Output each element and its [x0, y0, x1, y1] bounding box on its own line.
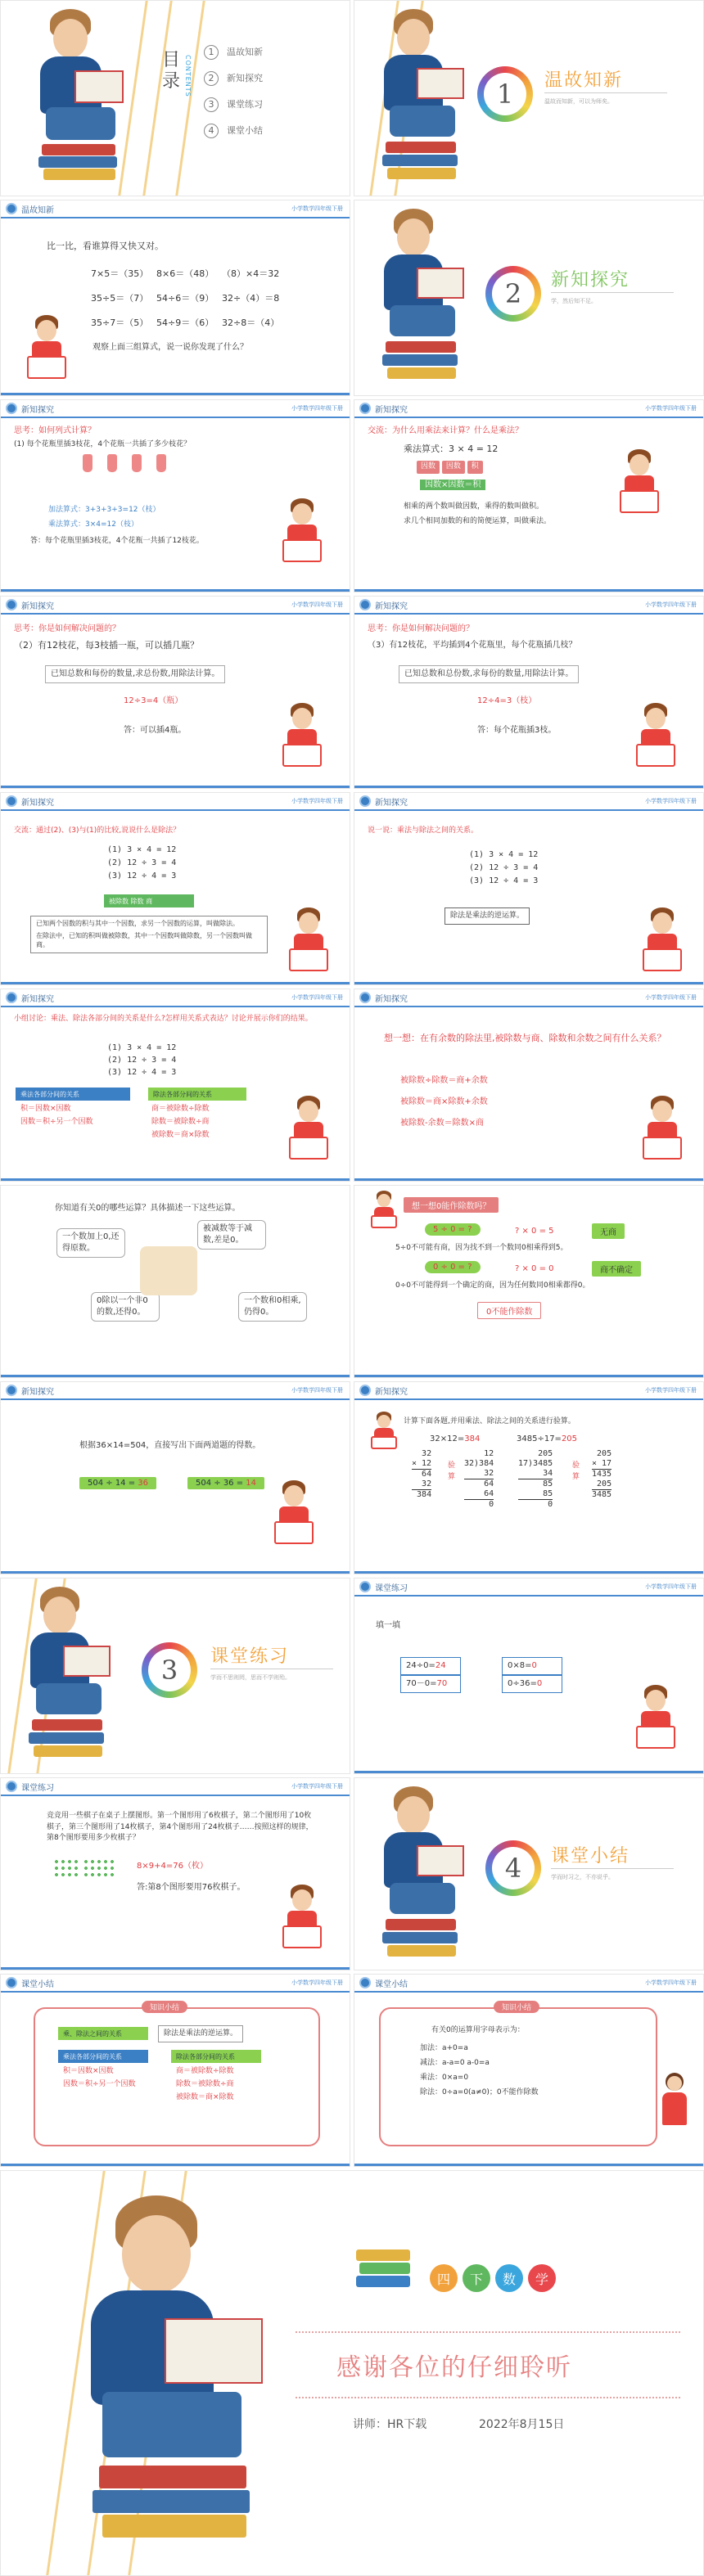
answer-pill: 504 ÷ 36 = 14 — [187, 1477, 264, 1489]
equation: （8）×4＝32 — [222, 268, 280, 279]
vase-icon — [132, 454, 142, 472]
toc-item-3[interactable]: 3 课堂练习 — [204, 97, 263, 112]
logo-icon — [6, 1781, 17, 1792]
exchange-label: 交流：通过(2)、(3)与(1)的比较,说说什么是除法？ — [14, 826, 181, 835]
solution-equation: 12÷3=4（瓶） — [124, 696, 183, 705]
section-number-ring: 2 — [485, 266, 541, 322]
relation-box: 除法是乘法的逆运算。 — [158, 2025, 243, 2042]
relation-title: 乘、除法之间的关系 — [58, 2027, 148, 2040]
multiplication-equation: 乘法算式：3 × 4 = 12 — [404, 444, 499, 454]
slide-header: 新知探究 小学数学四年级下册 — [1, 400, 350, 418]
question-text: 计算下面各题,并用乘法、除法之间的关系进行验算。 — [404, 1417, 575, 1425]
section-title: 课堂小结 — [551, 1846, 630, 1867]
equation: 35÷5＝（7） — [91, 293, 149, 304]
group-discussion: 小组讨论：乘法、除法各部分间的关系是什么?怎样用关系式表达？讨论并展示你们的结果。 — [14, 1015, 313, 1023]
relation: 除数＝被除数÷商 — [151, 1118, 210, 1126]
summary-heading: 有关0的运算用字母表示为： — [431, 2026, 525, 2034]
books-icon — [356, 2249, 413, 2295]
factor-labels: 因数 因数 积 — [417, 461, 483, 474]
result-tag: 无商 — [592, 1223, 625, 1239]
exchange-label: 交流：为什么用乘法来计算？什么是乘法？ — [368, 426, 523, 435]
children-illustration — [140, 1246, 197, 1295]
slide-explore-11 — [0, 1381, 350, 1574]
summary-tag: 知识小结 — [494, 2001, 539, 2013]
zero-equation: 5 ÷ 0 = ? — [425, 1223, 481, 1236]
kid-reading-illustration — [639, 907, 684, 977]
date-label: 2022年8月15日 — [479, 2418, 565, 2431]
answer-pill: 504 ÷ 14 = 36 — [79, 1477, 156, 1489]
slide-explore-5 — [0, 792, 350, 985]
vertical-calc: 205 17)3485 34 85 85 0 — [518, 1449, 553, 1509]
section-subtitle: 温故而知新，可以为师矣。 — [544, 98, 613, 105]
logo-icon — [359, 1385, 371, 1396]
zero-rule-bubble: 0除以一个非0的数,还得0。 — [91, 1292, 160, 1322]
info-box: 已知总数和每份的数量,求总份数,用除法计算。 — [45, 665, 225, 683]
kid-reading-illustration — [639, 1096, 684, 1165]
kid-reading-illustration — [279, 1885, 324, 1954]
speaker-label: 讲师：HR下载 — [353, 2418, 427, 2431]
vase-icon — [83, 454, 93, 472]
zero-rule: 乘法：0×a=0 — [420, 2074, 469, 2082]
toc-item-2[interactable]: 2 新知探究 — [204, 71, 263, 86]
summary-tag: 知识小结 — [142, 2001, 187, 2013]
kid-reading-illustration — [286, 1096, 331, 1165]
logo-icon — [6, 795, 17, 807]
kid-reading-illustration — [369, 1412, 399, 1452]
slide-header: 温故知新 小学数学四年级下册 — [1, 200, 350, 218]
equation: 32÷（4）＝8 — [222, 293, 280, 304]
slide-header: 课堂练习 小学数学四年级下册 — [1, 1778, 350, 1796]
definition-2: 求几个相同加数的和的简便运算，叫做乘法。 — [404, 517, 552, 525]
slide-practice-1 — [354, 1578, 704, 1774]
equation: 8×6＝（48） — [156, 268, 214, 279]
question-text: 你知道有关0的哪些运算？具体描述一下这些运算。 — [55, 1204, 241, 1213]
relation: 商＝被除数÷除数 — [176, 2067, 234, 2075]
think-label: 思考：如何列式计算？ — [14, 426, 96, 435]
think-label: 思考：你是如何解决问题的？ — [368, 624, 474, 633]
section-number-ring: 4 — [485, 1840, 541, 1896]
vase-icon — [156, 454, 166, 472]
logo-icon — [359, 1977, 371, 1988]
prompt-text: 比一比，看谁算得又快又对。 — [47, 241, 164, 251]
multiplication-relation-title: 乘法各部分间的关系 — [16, 1088, 130, 1101]
division-relation-title: 除法各部分间的关系 — [148, 1088, 246, 1101]
section-subtitle: 学而时习之，不亦说乎。 — [551, 1874, 614, 1880]
zero-rule: 加法：a+0=a — [420, 2044, 468, 2052]
slide-header: 课堂小结 小学数学四年级下册 — [354, 1975, 703, 1993]
relation: 除数＝被除数÷商 — [176, 2080, 234, 2088]
discuss-label: 说一说：乘法与除法之间的关系。 — [368, 826, 479, 835]
slide-thanks — [0, 2170, 704, 2576]
badge-char: 数 — [495, 2264, 523, 2292]
logo-icon — [6, 203, 17, 214]
toc-item-4[interactable]: 4 课堂小结 — [204, 124, 263, 138]
equation: 54÷6＝（9） — [156, 293, 214, 304]
slide-header: 新知探究 小学数学四年级下册 — [354, 989, 703, 1007]
result-tag: 商不确定 — [592, 1261, 641, 1277]
explanation: 5÷0不可能有商，因为找不到一个数同0相乘得到5。 — [395, 1244, 568, 1252]
vase-icon — [107, 454, 117, 472]
term-bar: 被除数 除数 商 — [104, 894, 194, 907]
question-text: (1) 每个花瓶里插3枝花，4个花瓶一共插了多少枝花？ — [14, 440, 192, 448]
section-title: 新知探究 — [551, 270, 630, 290]
equation-stack: (1) 3 × 4 = 12 (2) 12 ÷ 3 = 4 (3) 12 ÷ 4 = 3 — [469, 850, 539, 885]
remainder-relation: 被除数＝商×除数+余数 — [400, 1097, 488, 1106]
kid-reading-illustration — [279, 498, 324, 568]
slide-explore-7 — [0, 989, 350, 1182]
zero-check: ? × 0 = 0 — [515, 1264, 554, 1273]
vertical-calc: 205 × 17 1435 205 3485 — [592, 1449, 612, 1499]
boy-reading-illustration — [50, 2195, 296, 2572]
solution-equation: 12÷4=3（枝） — [477, 696, 537, 705]
section-title: 课堂练习 — [210, 1646, 290, 1667]
slide-header: 新知探究 小学数学四年级下册 — [1, 793, 350, 811]
section-number-ring: 1 — [477, 66, 533, 122]
chess-pattern-icon — [53, 1858, 78, 1878]
toc-subtitle: CONTENTS — [184, 55, 192, 97]
multiplication-equation: 乘法算式：3×4=12（枝） — [48, 520, 138, 529]
think-label: 思考：你是如何解决问题的？ — [14, 624, 120, 633]
kid-reading-illustration — [271, 1480, 316, 1550]
equation: 35÷7＝（5） — [91, 317, 149, 328]
explanation: 0÷0不可能得到一个确定的商，因为任何数同0相乘都得0。 — [395, 1281, 590, 1290]
answer-text: 答：可以插4瓶。 — [124, 726, 187, 735]
slide-practice-2 — [0, 1777, 350, 1970]
logo-icon — [359, 599, 371, 610]
slide-section-3 — [0, 1578, 350, 1774]
relation: 商＝被除数÷除数 — [151, 1105, 210, 1113]
equation: 32×12=384 — [430, 1434, 481, 1443]
relation: 积＝因数×因数 — [20, 1105, 71, 1113]
prompt-text: 填一填 — [376, 1621, 400, 1630]
definition-box: 已知两个因数的积与其中一个因数，求另一个因数的运算，叫做除法。 在除法中，已知的积叫做被除数，其中一个因数叫做除数，另一个因数叫做商。 — [30, 916, 268, 953]
logo-icon — [6, 403, 17, 414]
section-subtitle: 学而不思则罔，思而不学则殆。 — [210, 1674, 291, 1681]
relation: 因数＝积÷另一个因数 — [63, 2080, 136, 2088]
kid-reading-illustration — [369, 1191, 399, 1232]
question-text: （3）有12枝花，平均插到4个花瓶里，每个花瓶插几枝？ — [368, 641, 577, 650]
equation: 3485÷17=205 — [517, 1434, 578, 1443]
solution-equation: 8×9+4=76（枚） — [137, 1862, 208, 1871]
info-box: 已知总数和总份数,求每份的数量,用除法计算。 — [399, 665, 579, 683]
logo-icon — [359, 992, 371, 1003]
section-number-ring: 3 — [142, 1642, 197, 1698]
kid-reading-illustration — [616, 449, 661, 519]
check-label: 验算 — [572, 1461, 580, 1481]
section-subtitle: 学，然后知不足。 — [551, 298, 597, 304]
multiplication-relation-title: 乘法各部分间的关系 — [58, 2050, 148, 2063]
logo-icon — [6, 1385, 17, 1396]
relation: 被除数＝商×除数 — [151, 1131, 210, 1139]
logo-icon — [359, 795, 371, 807]
toc-item-1[interactable]: 1 温故知新 — [204, 45, 263, 60]
question-text: 竞竞用一些棋子在桌子上摆图形。第一个图形用了6枚棋子，第二个图形用了10枚棋子，第三个图形用了14枚棋子，第4个图形用了24枚棋子……按照这样的规律，第8个图形要用多少枚棋子？ — [47, 1812, 314, 1842]
slide-section-1 — [354, 0, 704, 196]
slide-explore-1 — [0, 399, 350, 592]
question-text: 观察上面三组算式，说一说你发现了什么？ — [93, 343, 248, 352]
zero-rule-bubble: 被减数等于减数,差是0。 — [197, 1220, 266, 1250]
zero-equation: 0 ÷ 0 = ? — [425, 1261, 481, 1273]
relation: 被除数＝商×除数 — [176, 2093, 234, 2101]
chess-pattern-icon — [83, 1858, 115, 1878]
kid-reading-illustration — [279, 703, 324, 772]
slide-explore-6 — [354, 792, 704, 985]
equation-stack: (1) 3 × 4 = 12 (2) 12 ÷ 3 = 4 (3) 12 ÷ 4 = 3 — [107, 845, 177, 880]
slide-review — [0, 200, 350, 396]
fill-blank[interactable]: 24÷0=24 — [400, 1657, 461, 1675]
thanks-title: 感谢各位的仔细聆听 — [336, 2353, 572, 2382]
slide-summary-1 — [0, 1974, 350, 2167]
slide-section-2 — [354, 200, 704, 396]
slide-header: 新知探究 小学数学四年级下册 — [354, 400, 703, 418]
slide-toc — [0, 0, 350, 196]
logo-icon — [6, 599, 17, 610]
vertical-calc: 12 32)384 32 64 64 0 — [464, 1449, 494, 1509]
slide-explore-3 — [0, 596, 350, 789]
slide-section-4 — [354, 1777, 704, 1970]
zero-rule: 减法：a-a=0 a-0=a — [420, 2059, 490, 2067]
logo-icon — [6, 1977, 17, 1988]
equation: 32÷8＝（4） — [222, 317, 280, 328]
definition-1: 相乘的两个数叫做因数，乘得的数叫做积。 — [404, 502, 544, 511]
slide-header: 课堂练习 小学数学四年级下册 — [354, 1578, 703, 1596]
fill-blank[interactable]: 0×8=0 — [502, 1657, 562, 1675]
boy-reading-illustration — [363, 209, 477, 393]
slide-header: 新知探究 小学数学四年级下册 — [1, 1382, 350, 1400]
zero-rule: 除法：0÷a=0(a≠0)；0不能作除数 — [420, 2088, 539, 2096]
slide-header: 课堂小结 小学数学四年级下册 — [1, 1975, 350, 1993]
vertical-calc: 32 × 12 64 32 384 — [412, 1449, 432, 1499]
addition-equation: 加法算式：3+3+3+3=12（枝） — [48, 506, 160, 514]
relation: 因数＝积÷另一个因数 — [20, 1118, 93, 1126]
boy-reading-illustration — [17, 9, 140, 193]
boy-reading-illustration — [363, 9, 477, 193]
slide-header: 新知探究 小学数学四年级下册 — [1, 989, 350, 1007]
logo-icon — [359, 1581, 371, 1592]
slide-header: 新知探究 小学数学四年级下册 — [1, 597, 350, 615]
kid-reading-illustration — [633, 703, 678, 772]
badge-char: 四 — [430, 2264, 458, 2292]
slide-explore-8 — [354, 989, 704, 1182]
badge-char: 学 — [528, 2264, 556, 2292]
zero-rule-bubble: 一个数加上0,还得原数。 — [56, 1228, 125, 1258]
kid-reading-illustration — [24, 315, 69, 385]
equation-stack: (1) 3 × 4 = 12 (2) 12 ÷ 3 = 4 (3) 12 ÷ 4 = 3 — [107, 1043, 177, 1077]
fill-blank[interactable]: 70－0=70 — [400, 1675, 461, 1693]
zero-rule-bubble: 一个数和0相乘,仍得0。 — [238, 1292, 307, 1322]
question-text: （2）有12枝花，每3枝插一瓶，可以插几瓶？ — [14, 640, 199, 651]
remainder-relation: 被除数-余数＝除数×商 — [400, 1119, 484, 1128]
toc-title: 目 录 — [162, 50, 181, 92]
kid-reading-illustration — [286, 907, 331, 977]
slide-header: 新知探究 小学数学四年级下册 — [354, 793, 703, 811]
question-text: 根据36×14=504，直接写出下面两道题的得数。 — [79, 1441, 261, 1450]
kid-reading-illustration — [633, 1685, 678, 1754]
slide-summary-2 — [354, 1974, 704, 2167]
slide-header: 新知探究 小学数学四年级下册 — [354, 597, 703, 615]
think-question: 想一想：在有余数的除法里,被除数与商、除数和余数之间有什么关系？ — [384, 1033, 666, 1043]
logo-icon — [359, 403, 371, 414]
logo-icon — [6, 992, 17, 1003]
slide-explore-2 — [354, 399, 704, 592]
answer-text: 答:第8个图形要用76枚棋子。 — [137, 1883, 246, 1892]
division-relation-title: 除法各部分间的关系 — [171, 2050, 261, 2063]
slide-explore-9 — [0, 1185, 350, 1378]
equation: 54÷9＝（6） — [156, 317, 214, 328]
slide-header: 新知探究 小学数学四年级下册 — [354, 1382, 703, 1400]
slide-explore-10 — [354, 1185, 704, 1378]
formula-pill: 因数×因数＝积 — [420, 479, 485, 491]
answer-text: 答：每个花瓶里插3枝花，4个花瓶一共插了12枝花。 — [30, 537, 204, 545]
slide-explore-12 — [354, 1381, 704, 1574]
conclusion-box: 0不能作除数 — [477, 1302, 541, 1319]
boy-reading-illustration — [9, 1587, 124, 1771]
check-label: 验算 — [448, 1461, 456, 1481]
answer-text: 答：每个花瓶插3枝。 — [477, 726, 557, 735]
relation: 积＝因数×因数 — [63, 2067, 114, 2075]
badge-char: 下 — [463, 2264, 490, 2292]
zero-check: ? × 0 = 5 — [515, 1227, 554, 1236]
remainder-relation: 被除数÷除数＝商+余数 — [400, 1076, 488, 1085]
equation: 7×5＝（35） — [91, 268, 149, 279]
section-title: 温故知新 — [544, 70, 624, 91]
girl-illustration — [657, 2073, 690, 2146]
think-label: 想一想0能作除数吗？ — [404, 1197, 499, 1213]
slide-explore-4 — [354, 596, 704, 789]
conclusion-box: 除法是乘法的逆运算。 — [445, 907, 530, 925]
fill-blank[interactable]: 0÷36=0 — [502, 1675, 562, 1693]
boy-reading-illustration — [363, 1786, 477, 1968]
